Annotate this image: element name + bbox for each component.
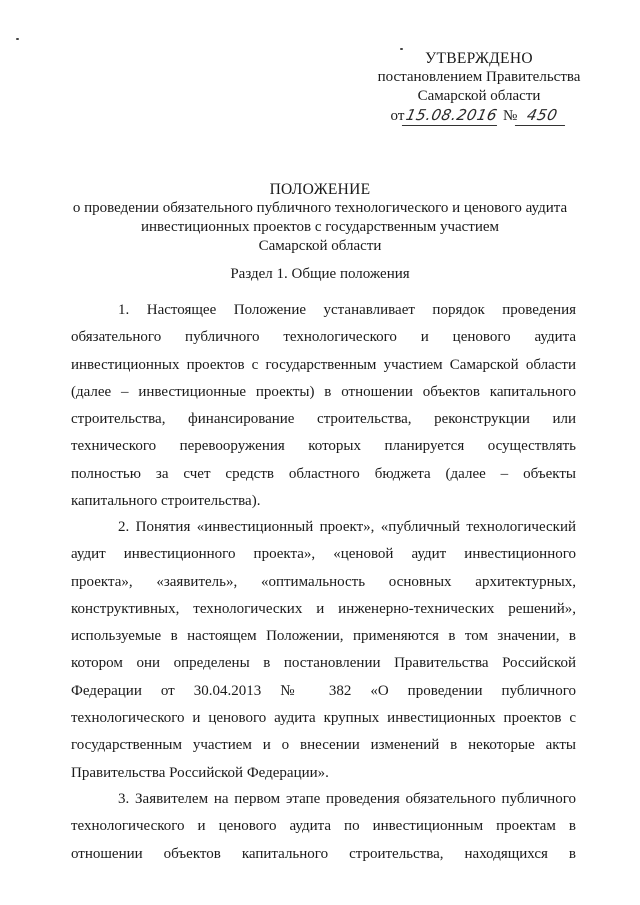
document-title bbox=[60, 180, 580, 256]
approval-date-row bbox=[374, 106, 584, 126]
title-line-0: ПОЛОЖЕНИЕ bbox=[269, 181, 371, 198]
text-line: 2. Понятия «инвестиционный проект», «публичный технологический bbox=[118, 519, 576, 535]
text-line: 1. Настоящее Положение устанавливает порядок проведения bbox=[118, 302, 576, 318]
text-line: обязательного публичного технологического и ценового аудита bbox=[71, 329, 576, 346]
text-line: инвестиционных проектов с государственным участием Самарской области bbox=[71, 356, 576, 373]
text-line: используемые в настоящем Положении, применяются в том значении, в bbox=[71, 628, 576, 645]
scan-speck bbox=[16, 38, 19, 40]
text-line: Правительства Российской Федерации». bbox=[71, 764, 329, 781]
text-line: аудит инвестиционного проекта», «ценовой аудит инвестиционного bbox=[71, 546, 576, 563]
paragraph-3 bbox=[71, 786, 576, 868]
section-heading: Раздел 1. Общие положения bbox=[230, 266, 410, 282]
paragraph-2 bbox=[71, 514, 576, 787]
handwritten-date: 15.08.2016 bbox=[402, 106, 501, 126]
paragraph-1 bbox=[71, 297, 576, 515]
approval-heading: УТВЕРЖДЕНО bbox=[425, 50, 533, 67]
text-line: отношении объектов капитального строительства, находящихся в bbox=[71, 845, 576, 862]
text-line: проекта», «заявитель», «оптимальность основных архитектурных, bbox=[71, 573, 576, 590]
title-line-1: о проведении обязательного публичного технологического и ценового аудита bbox=[72, 200, 568, 216]
text-line: технологического и ценового аудита крупных инвестиционных проектов с bbox=[71, 710, 576, 727]
title-line-3: Самарской области bbox=[258, 238, 382, 254]
text-line: конструктивных, технологических и инженерно-технических решений», bbox=[71, 600, 576, 617]
text-line: (далее – инвестиционные проекты) в отношении объектов капитального bbox=[71, 383, 576, 400]
title-line-2: инвестиционных проектов с государственным участием bbox=[140, 219, 500, 235]
approval-line2: Самарской области bbox=[417, 88, 541, 104]
text-line: котором они определены в постановлении Правительства Российской bbox=[71, 655, 576, 672]
text-line: технологического и ценового аудита по инвестиционным проектам в bbox=[71, 818, 576, 835]
text-line: капитального строительства). bbox=[71, 493, 261, 510]
text-line: строительства, финансирование строительства, реконструкции или bbox=[71, 411, 576, 428]
text-line: государственным участием и о внесении изменений в некоторые акты bbox=[71, 737, 576, 754]
handwritten-number: 450 bbox=[515, 106, 569, 126]
text-line: технического перевооружения которых планируется осуществлять bbox=[71, 438, 576, 455]
date-prefix: от bbox=[390, 108, 405, 124]
text-line: Федерации от 30.04.2013 № 382 «О проведении публичного bbox=[71, 682, 576, 699]
text-line: полностью за счет средств областного бюджета (далее – объекты bbox=[71, 465, 576, 482]
text-line: 3. Заявителем на первом этапе проведения обязательного публичного bbox=[118, 791, 576, 807]
approval-line1: постановлением Правительства bbox=[377, 69, 581, 85]
number-prefix: № bbox=[503, 108, 518, 124]
approval-stamp bbox=[374, 49, 584, 126]
